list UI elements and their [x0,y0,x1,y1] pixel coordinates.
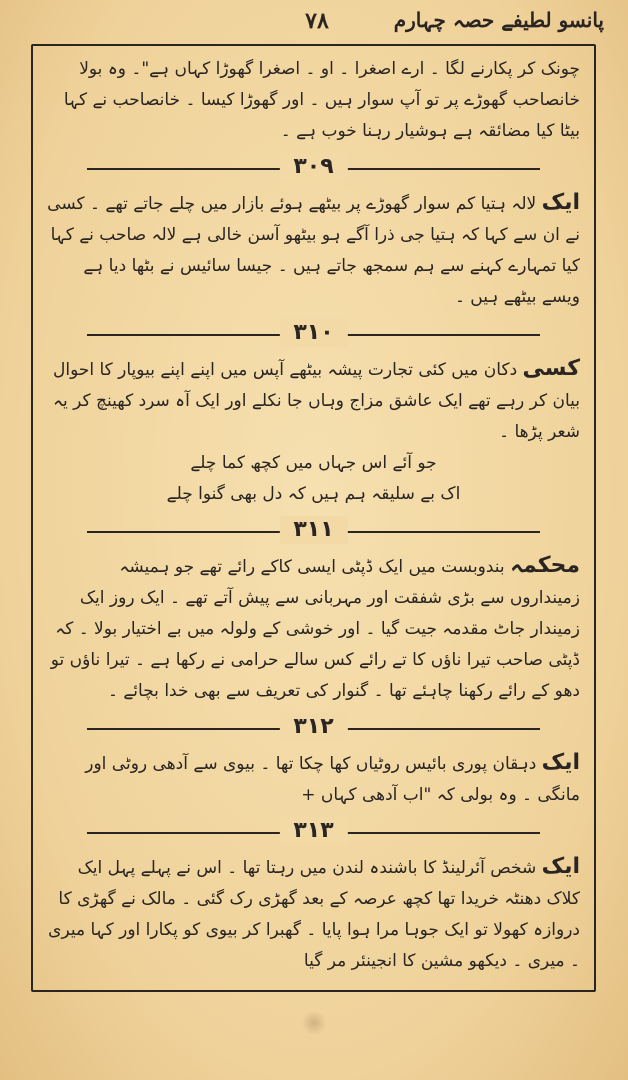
paragraph-text: دکان میں کئی تجارت پیشہ بیٹھے آپس میں اپنے اپنے بیوپار کا احوال بیان کر رہے تھے ایک عاشق مزاج وہاں جا نکلے اور ایک آہ سرد کھینچ کر یہ شعر پڑھا ۔ [53,360,580,442]
paragraph [47,851,580,977]
anecdote-312 [47,747,580,811]
section-separator [47,711,580,745]
paragraph [47,747,580,811]
lead-word: کسی [522,356,580,381]
paragraph-text: بندوبست میں ایک ڈپٹی ایسی کاکے رائے تھے جو ہمیشہ زمینداروں سے بڑی شفقت اور مہربانی سے پیش آتے تھے ۔ ایک روز ایک زمیندار جاٹ مقدمہ جیت گیا ۔ اور خوشی کے ولولہ میں بے اختیار بولا ۔ کہ ڈپٹی صاحب تیرا ناؤں کا تے رائے کس سالے حرامی نے رکھا ہے ۔ تیرا ناؤں تو دھو کے رائے رکھنا چاہئے تھا ۔ گنوار کی تعریف سے بھی خدا بچائے ۔ [50,557,580,701]
book-title: پانسو لطیفے حصہ چہارم [393,8,604,32]
poem-line: اک بے سلیقہ ہم ہیں کہ دل بھی گنوا چلے [166,484,461,504]
anecdote-number: ۳۱۳ [279,817,347,845]
lead-word: ایک [541,854,580,879]
paper-stain [300,1012,328,1034]
page-number: ۷۸ [305,8,329,34]
lead-word: محکمہ [510,553,580,578]
paragraph-text: دہقان پوری بائیس روٹیاں کھا چکا تھا ۔ بیوی سے آدھی روٹی اور مانگی ۔ وہ بولی کہ "اب آدھی کہاں + [85,754,580,805]
anecdote-310 [47,353,580,510]
paragraph-text: لالہ ہتیا کم سوار گھوڑے پر بیٹھے ہوئے بازار میں چلے جاتے تھے ۔ کسی نے ان سے کہا کہ ہتیا جی ذرا آگے ہو بیٹھو آسن خالی ہے لالہ صاحب نے کہا کیا تمہارے کہنے سے ہم سمجھ جاتے ہیں ۔ جیسا سائیس نے بٹھا دیا ہے ویسے بیٹھے ہیں ۔ [47,194,580,307]
anecdote-continued [47,54,580,147]
anecdote-number: ۳۱۲ [279,713,347,741]
content-frame [31,44,596,992]
lead-word: ایک [541,750,580,775]
page-header [30,6,604,42]
section-separator [47,317,580,351]
anecdote-311 [47,550,580,707]
anecdote-309 [47,187,580,313]
anecdote-313 [47,851,580,977]
section-separator [47,514,580,548]
poem-line: جو آئے اس جہاں میں کچھ کما چلے [190,453,437,473]
lead-word: ایک [541,190,580,215]
anecdote-number: ۳۰۹ [279,153,347,181]
paragraph-text: شخص آئرلینڈ کا باشندہ لندن میں رہتا تھا ۔ اس نے پہلے پہل ایک کلاک دھنٹہ خریدا تھا کچھ عرصہ کے بعد گھڑی رک گئی ۔ مالک نے گھڑی کا دروازہ کھولا تو ایک جوہا مرا ہوا پایا ۔ گھبرا کر بیوی کو پکارا اور کہا میری ۔ میری ۔ دیکھو مشین کا انجینئر مر گیا [48,858,580,971]
paragraph: چونک کر پکارنے لگا ۔ ارے اصغرا ۔ او ۔ اصغرا گھوڑا کہاں ہے"۔ وہ بولا خانصاحب گھوڑے پر تو آپ سوار ہیں ۔ اور گھوڑا کیسا ۔ خانصاحب نے کہا بیٹا کیا مضائقہ ہے ہوشیار رہنا خوب ہے ۔ [63,59,580,141]
paragraph [47,353,580,448]
anecdote-number: ۳۱۰ [279,319,347,347]
paragraph [47,187,580,313]
section-separator [47,815,580,849]
anecdote-number: ۳۱۱ [279,516,347,544]
paragraph [47,550,580,707]
section-separator [47,151,580,185]
